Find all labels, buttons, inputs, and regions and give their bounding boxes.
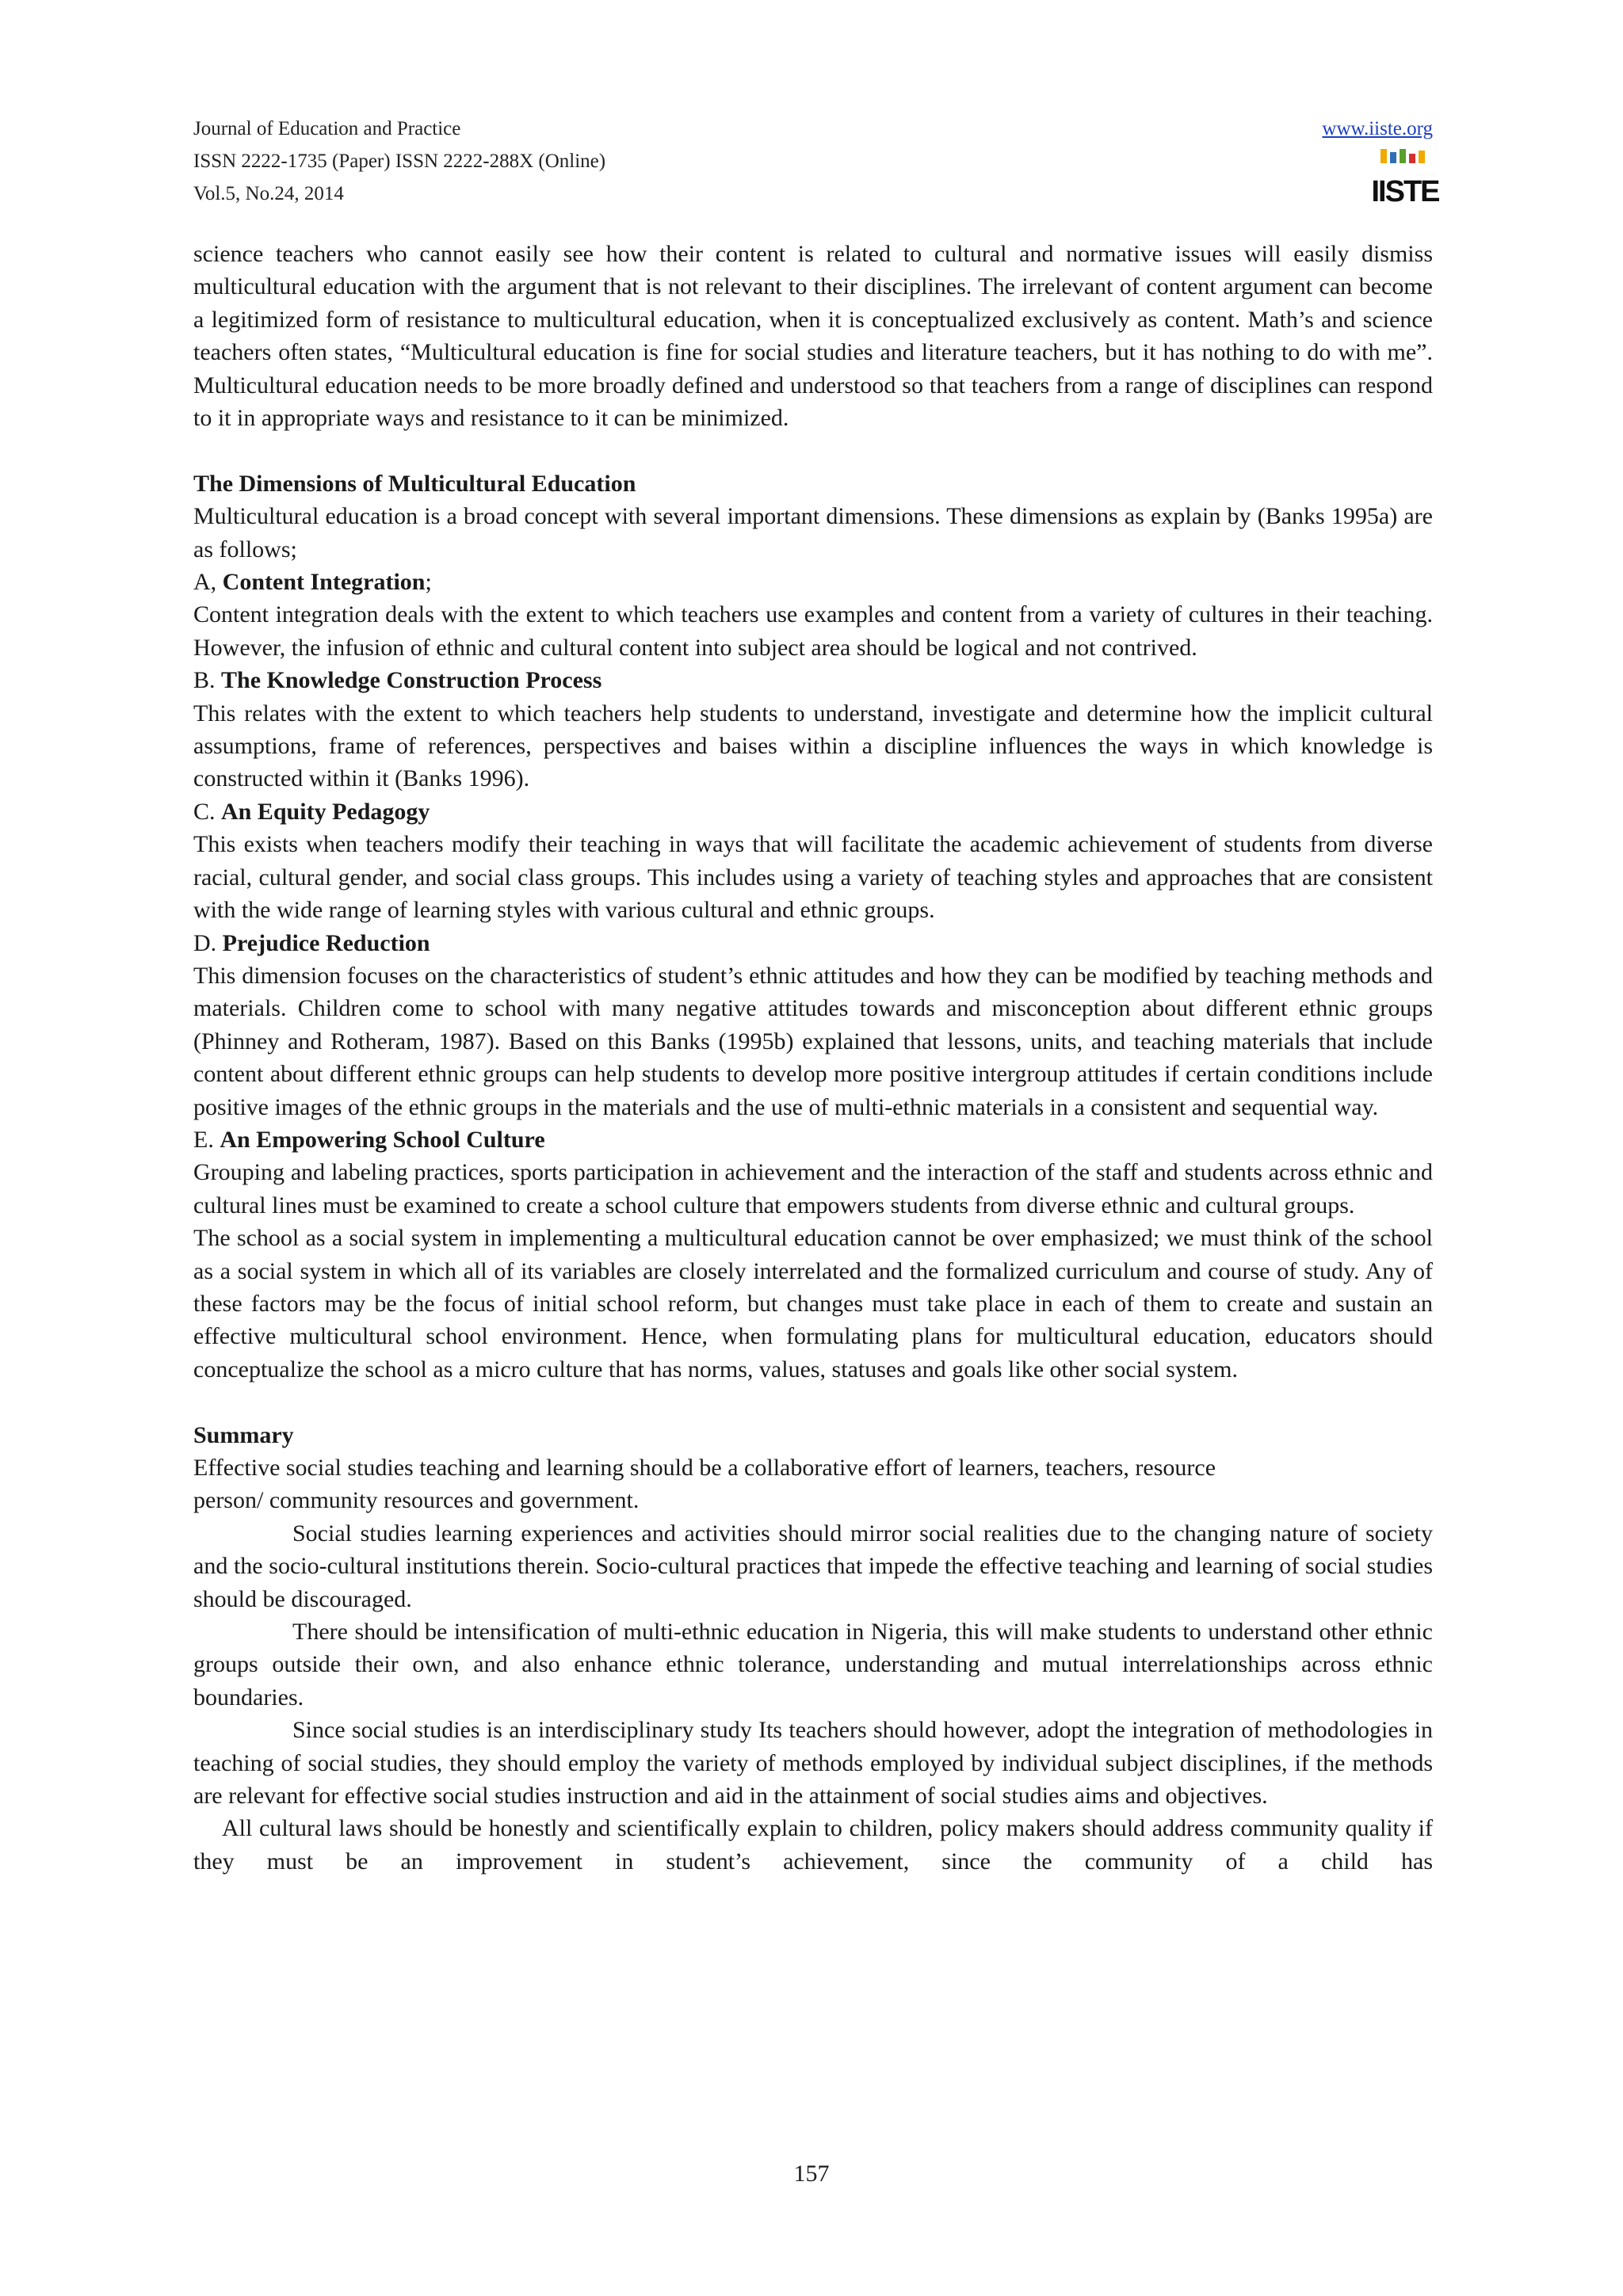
summary-paragraph-3: There should be intensification of multi-ethnic education in Nigeria, this will make students to understand other ethnic groups outside their own, and also enhance ethnic tolerance, understanding and mutual interrelationships across ethnic boundaries. bbox=[193, 1619, 1433, 1711]
dimension-c-text: This exists when teachers modify their teaching in ways that will facilitate the academic achievement of students from diverse racial, cultural gender, and social class groups. This includes using a variety of teaching styles and approaches that are consistent with the wide range of learning styles with various cultural and ethnic groups. bbox=[193, 831, 1433, 924]
dimension-e-text: Grouping and labeling practices, sports participation in achievement and the interaction of the staff and students across ethnic and cultural lines must be examined to create a school culture that empowers students from diverse ethnic and cultural groups. bbox=[193, 1159, 1433, 1219]
iiste-logo-icon bbox=[1371, 147, 1439, 209]
page-number: 157 bbox=[793, 2161, 830, 2187]
dimension-a-heading: A, Content Integration; bbox=[193, 569, 432, 596]
summary-paragraph-4: Since social studies is an interdisciplinary study Its teachers should however, adopt the integration of methodologies in teaching of social studies, they should employ the variety of methods employed by individual subject disciplines, if the methods are relevant for effective social studies instruction and aid in the attainment of social studies aims and objectives. bbox=[193, 1717, 1433, 1810]
summary-paragraph-5: All cultural laws should be honestly and scientifically explain to children, policy makers should address community quality if they must be an improvement in student’s achievement, since the community of a child has bbox=[193, 1815, 1433, 1875]
dimensions-heading: The Dimensions of Multicultural Education bbox=[193, 470, 636, 497]
summary-paragraph-1a: Effective social studies teaching and learning should be a collaborative effort of learners, teachers, resource bbox=[193, 1455, 1216, 1481]
summary-paragraph-2: Social studies learning experiences and activities should mirror social realities due to the changing nature of society and the socio-cultural institutions therein. Socio-cultural practices that impede the effective teaching and learning of social studies should be discouraged. bbox=[193, 1520, 1433, 1612]
dimension-b-text: This relates with the extent to which teachers help students to understand, investigate and determine how the implicit cultural assumptions, frame of references, perspectives and baises within a discipline influences the ways in which knowledge is constructed within it (Banks 1996). bbox=[193, 700, 1433, 792]
dimension-c-heading: C. An Equity Pedagogy bbox=[193, 798, 430, 825]
dimension-a-text: Content integration deals with the extent to which teachers use examples and content from a variety of cultures in their teaching. However, the infusion of ethnic and cultural content into subject area should be logical and not contrived. bbox=[193, 601, 1433, 661]
svg-text:IISTE: IISTE bbox=[1371, 175, 1439, 208]
article-body bbox=[193, 238, 1433, 1878]
dimension-e-heading: E. An Empowering School Culture bbox=[193, 1126, 545, 1153]
journal-url-link[interactable]: www.iiste.org bbox=[1322, 118, 1433, 139]
school-system-paragraph: The school as a social system in implementing a multicultural education cannot be over emphasized; we must think of the school as a social system in which all of its variables are closely interrelated and the formalized curriculum and course of study. Any of these factors may be the focus of initial school reform, but changes must take place in each of them to create and sustain an effective multicultural school environment. Hence, when formulating plans for multicultural education, educators should conceptualize the school as a micro culture that has norms, values, statuses and goals like other social system. bbox=[193, 1225, 1433, 1383]
journal-name: Journal of Education and Practice bbox=[193, 118, 461, 139]
intro-paragraph: science teachers who cannot easily see how their content is related to cultural and normative issues will easily dismiss multicultural education with the argument that is not relevant to their disciplines. The irrelevant of content argument can become a legitimized form of resistance to multicultural education, when it is conceptualized exclusively as content. Math’s and science teachers often states, “Multicultural education is fine for social studies and literature teachers, but it has nothing to do with me”. Multicultural education needs to be more broadly defined and understood so that teachers from a range of disciplines can respond to it in appropriate ways and resistance to it can be minimized. bbox=[193, 241, 1433, 432]
running-header bbox=[193, 113, 1439, 215]
dimension-d-heading: D. Prejudice Reduction bbox=[193, 929, 430, 956]
volume-line: Vol.5, No.24, 2014 bbox=[193, 183, 344, 204]
summary-heading: Summary bbox=[193, 1421, 294, 1448]
dimension-b-heading: B. The Knowledge Construction Process bbox=[193, 667, 602, 694]
dimensions-intro: Multicultural education is a broad concept with several important dimensions. These dimensions as explain by (Banks 1995a) are as follows; bbox=[193, 503, 1433, 563]
issn-line: ISSN 2222-1735 (Paper) ISSN 2222-288X (Online) bbox=[193, 151, 606, 172]
dimension-d-text: This dimension focuses on the characteristics of student’s ethnic attitudes and how they can be modified by teaching methods and materials. Children come to school with many negative attitudes towards and misconception about different ethnic groups (Phinney and Rotheram, 1987). Based on this Banks (1995b) explained that lessons, units, and teaching materials that include content about different ethnic groups can help students to develop more positive intergroup attitudes if certain conditions include positive images of the ethnic groups in the materials and the use of multi-ethnic materials in a consistent and sequential way. bbox=[193, 962, 1433, 1120]
summary-paragraph-1b: person/ community resources and government. bbox=[193, 1487, 640, 1514]
